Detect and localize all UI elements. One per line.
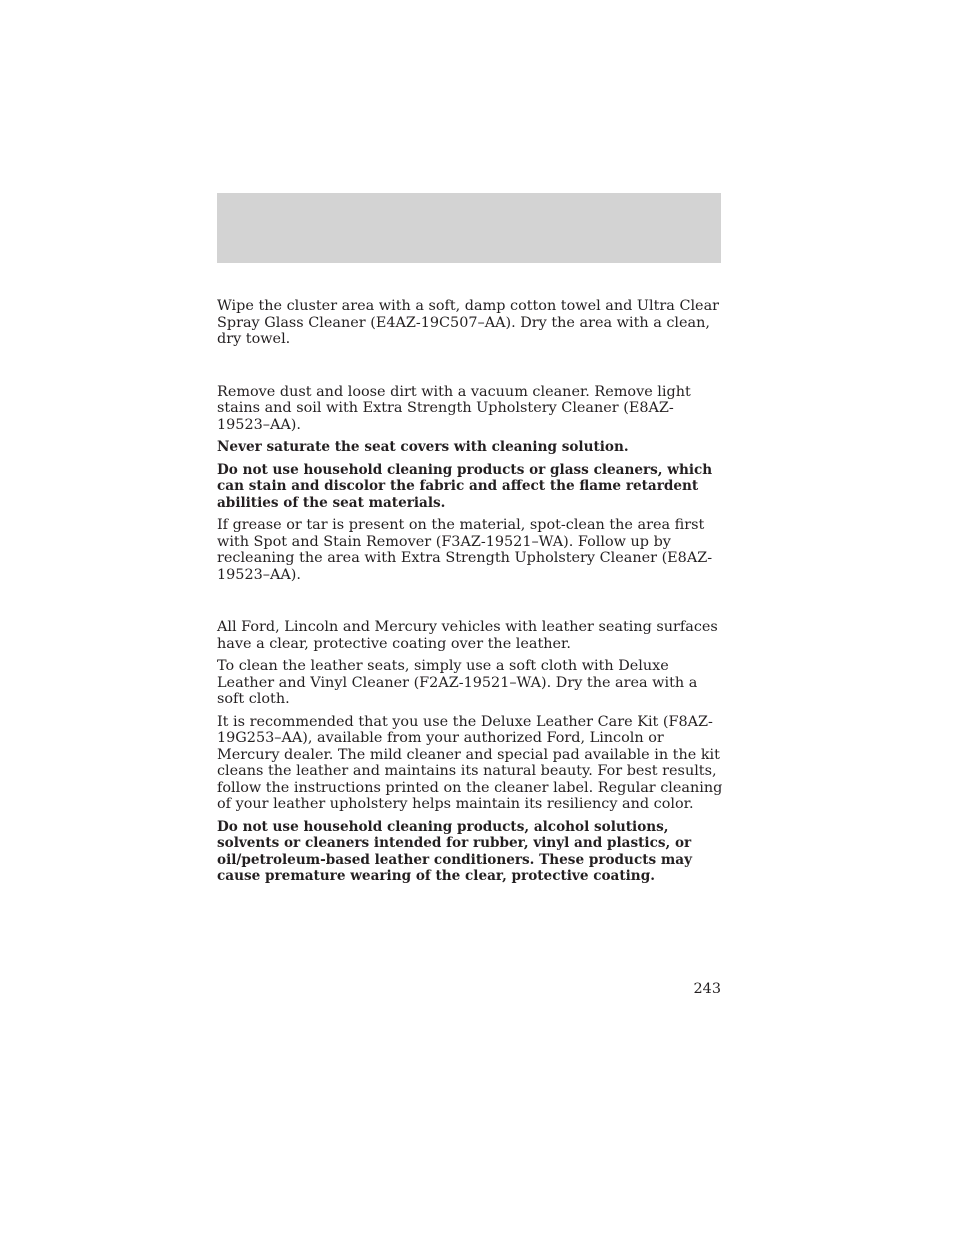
paragraph: If grease or tar is present on the material, spot-clean the area first with Spot and Stain Remover (F3AZ-19521–WA). Follow up by recleaning the area with Extra Strength Upholstery Cleaner (E8AZ-19523–AA). (217, 517, 713, 583)
section-leather-seats (217, 619, 723, 885)
paragraph: All Ford, Lincoln and Mercury vehicles with leather seating surfaces have a clear, protective coating over the leather. (217, 619, 718, 652)
warning-paragraph: Do not use household cleaning products, alcohol solutions, solvents or cleaners intended for rubber, vinyl and plastics, or oil/petroleum-based leather conditioners. These products may cause premature wearing of the clear, protective coating. (217, 818, 692, 884)
paragraph: Remove dust and loose dirt with a vacuum cleaner. Remove light stains and soil with Extra Strength Upholstery Cleaner (E8AZ-19523–AA). (217, 383, 691, 433)
paragraph: Wipe the cluster area with a soft, damp cotton towel and Ultra Clear Spray Glass Cleaner (E4AZ-19C507–AA). Dry the area with a clean, dry towel. (217, 298, 720, 347)
header-band (217, 193, 721, 263)
paragraph: It is recommended that you use the Deluxe Leather Care Kit (F8AZ-19G253–AA), available from your authorized Ford, Lincoln or Mercury dealer. The mild cleaner and special pad available in the kit cleans the leather and maintains its natural beauty. For best results, follow the instructions printed on the cleaner label. Regular cleaning of your leather upholstery helps maintain its resiliency and color. (217, 713, 723, 812)
page-content (217, 298, 723, 885)
paragraph: To clean the leather seats, simply use a soft cloth with Deluxe Leather and Vinyl Cleaner (F2AZ-19521–WA). Dry the area with a soft cloth. (217, 658, 698, 707)
section-instrument-cluster (217, 298, 723, 348)
warning-paragraph: Do not use household cleaning products or glass cleaners, which can stain and discolor the fabric and affect the flame retardent abilities of the seat materials. (217, 461, 713, 511)
section-cloth-seats (217, 384, 723, 584)
page-number: 243 (693, 981, 721, 997)
warning-paragraph: Never saturate the seat covers with cleaning solution. (217, 439, 629, 455)
